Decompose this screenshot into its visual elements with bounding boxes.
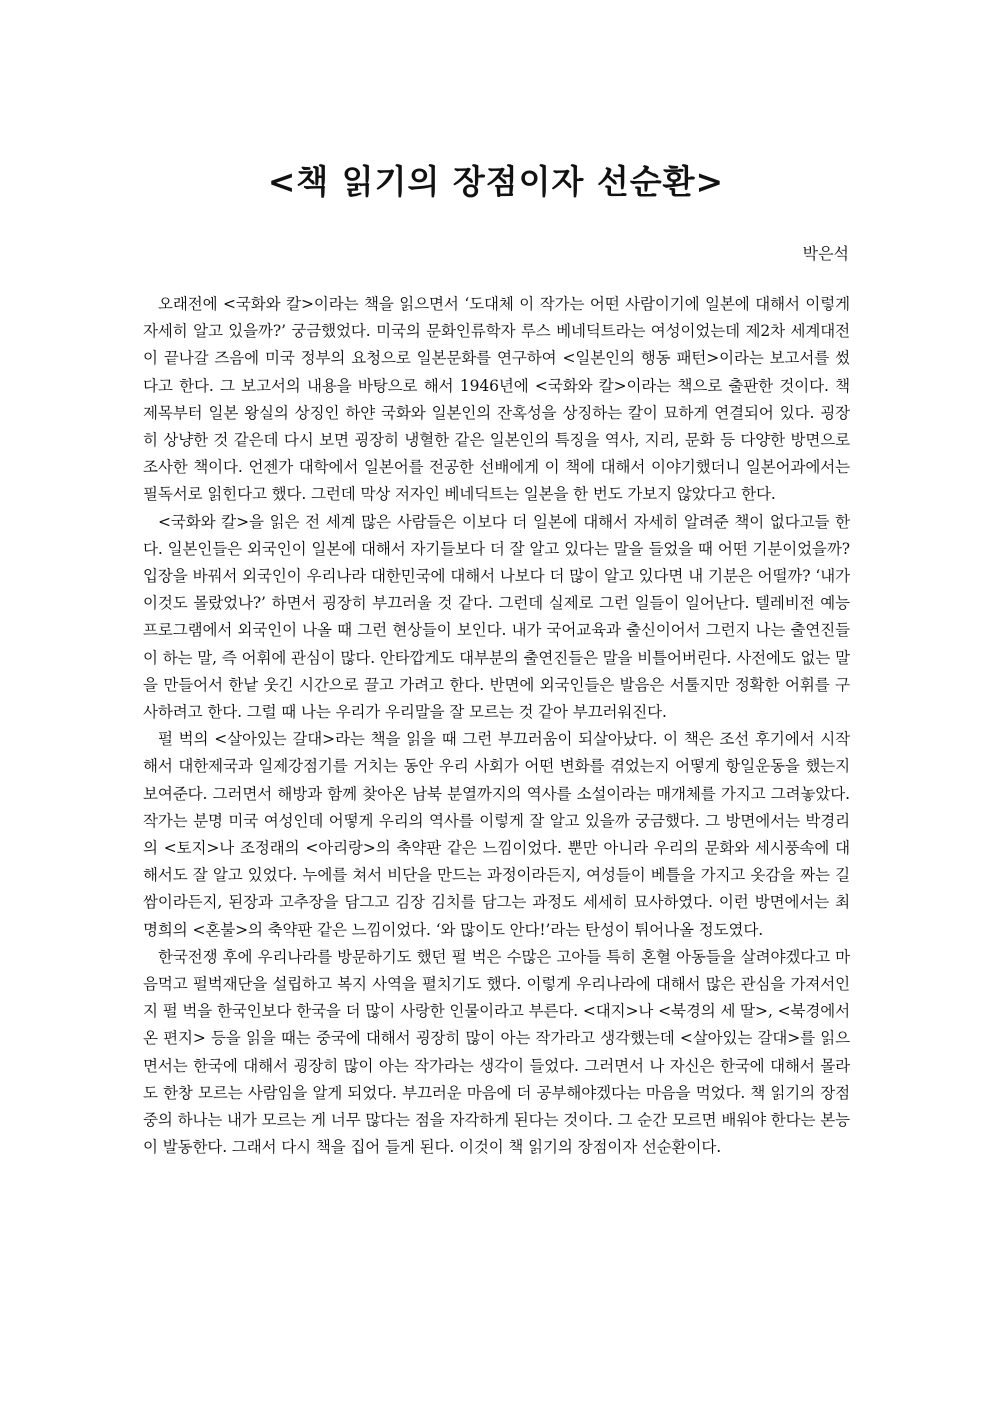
paragraph: <국화와 칼>을 읽은 전 세계 많은 사람들은 이보다 더 일본에 대해서 자세히 알려준 책이 없다고들 한다. 일본인들은 외국인이 일본에 대해서 자기들보다 더 잘 알고 있다는 말을 들었을 때 어떤 기분이었을까? 입장을 바꿔서 외국인이 우리나라 대한민국에 대해서 나보다 더 많이 알고 있다면 내 기분은 어떨까? ‘내가 이것도 몰랐었나?’ 하면서 굉장히 부끄러울 것 같다. 그런데 실제로 그런 일들이 일어난다. 텔레비전 예능 프로그램에서 외국인이 나올 때 그런 현상들이 보인다. 내가 국어교육과 출신이어서 그런지 나는 출연진들이 하는 말, 즉 어휘에 관심이 많다. 안타깝게도 대부분의 출연진들은 말을 비틀어버린다. 사전에도 없는 말을 만들어서 한낱 웃긴 시간으로 끌고 가려고 한다. 반면에 외국인들은 발음은 서툴지만 정확한 어휘를 구사하려고 한다. 그럴 때 나는 우리가 우리말을 잘 모르는 것 같아 부끄러워진다. bbox=[143, 512, 850, 722]
body-text bbox=[143, 291, 850, 1162]
author-name: 박은석 bbox=[802, 244, 849, 263]
paragraph: 한국전쟁 후에 우리나라를 방문하기도 했던 펄 벅은 수많은 고아들 특히 혼혈 아동들을 살려야겠다고 마음먹고 펄벅재단을 설립하고 복지 사역을 펼치기도 했다. 이렇게 우리나라에 대해서 많은 관심을 가져서인지 펄 벅을 한국인보다 한국을 더 많이 사랑한 인물이라고 부른다. <대지>나 <북경의 세 딸>, <북경에서 온 편지> 등을 읽을 때는 중국에 대해서 굉장히 많이 아는 작가라고 생각했는데 <살아있는 갈대>를 읽으면서는 한국에 대해서 굉장히 많이 아는 작가라는 생각이 들었다. 그러면서 나 자신은 한국에 대해서 몰라도 한창 모르는 사람임을 알게 되었다. 부끄러운 마음에 더 공부해야겠다는 마음을 먹었다. 책 읽기의 장점 중의 하나는 내가 모르는 게 너무 많다는 점을 자각하게 된다는 것이다. 그 순간 모르면 배워야 한다는 본능이 발동한다. 그래서 다시 책을 집어 들게 된다. 이것이 책 읽기의 장점이자 선순환이다. bbox=[143, 947, 850, 1157]
paragraph: 오래전에 <국화와 칼>이라는 책을 읽으면서 ‘도대체 이 작가는 어떤 사람이기에 일본에 대해서 이렇게 자세히 알고 있을까?’ 궁금했었다. 미국의 문화인류학자 루스 베네딕트라는 여성이었는데 제2차 세계대전이 끝나갈 즈음에 미국 정부의 요청으로 일본문화를 연구하여 <일본인의 행동 패턴>이라는 보고서를 썼다고 한다. 그 보고서의 내용을 바탕으로 해서 1946년에 <국화와 칼>이라는 책으로 출판한 것이다. 책 제목부터 일본 왕실의 상징인 하얀 국화와 일본인의 잔혹성을 상징하는 칼이 묘하게 연결되어 있다. 굉장히 상냥한 것 같은데 다시 보면 굉장히 냉혈한 같은 일본인의 특징을 역사, 지리, 문화 등 다양한 방면으로 조사한 책이다. 언젠가 대학에서 일본어를 전공한 선배에게 이 책에 대해서 이야기했더니 일본어과에서는 필독서로 읽힌다고 했다. 그런데 막상 저자인 베네딕트는 일본을 한 번도 가보지 않았다고 한다. bbox=[143, 295, 850, 504]
page-title: <책 읽기의 장점이자 선순환> bbox=[267, 162, 725, 201]
paragraph: 펄 벅의 <살아있는 갈대>라는 책을 읽을 때 그런 부끄러움이 되살아났다. 이 책은 조선 후기에서 시작해서 대한제국과 일제강점기를 거치는 동안 우리 사회가 어떤 변화를 겪었는지 어떻게 항일운동을 했는지 보여준다. 그러면서 해방과 함께 찾아온 남북 분열까지의 역사를 소설이라는 매개체를 가지고 그려놓았다. 작가는 분명 미국 여성인데 어떻게 우리의 역사를 이렇게 잘 알고 있을까 궁금했다. 그 방면에서는 박경리의 <토지>나 조정래의 <아리랑>의 축약판 같은 느낌이었다. 뿐만 아니라 우리의 문화와 세시풍속에 대해서도 잘 알고 있었다. 누에를 쳐서 비단을 만드는 과정이라든지, 여성들이 베틀을 가지고 옷감을 짜는 길쌈이라든지, 된장과 고추장을 담그고 김장 김치를 담그는 과정도 세세히 묘사하였다. 이런 방면에서는 최명희의 <혼불>의 축약판 같은 느낌이었다. ‘와 많이도 안다!’라는 탄성이 튀어나올 정도였다. bbox=[143, 730, 850, 939]
